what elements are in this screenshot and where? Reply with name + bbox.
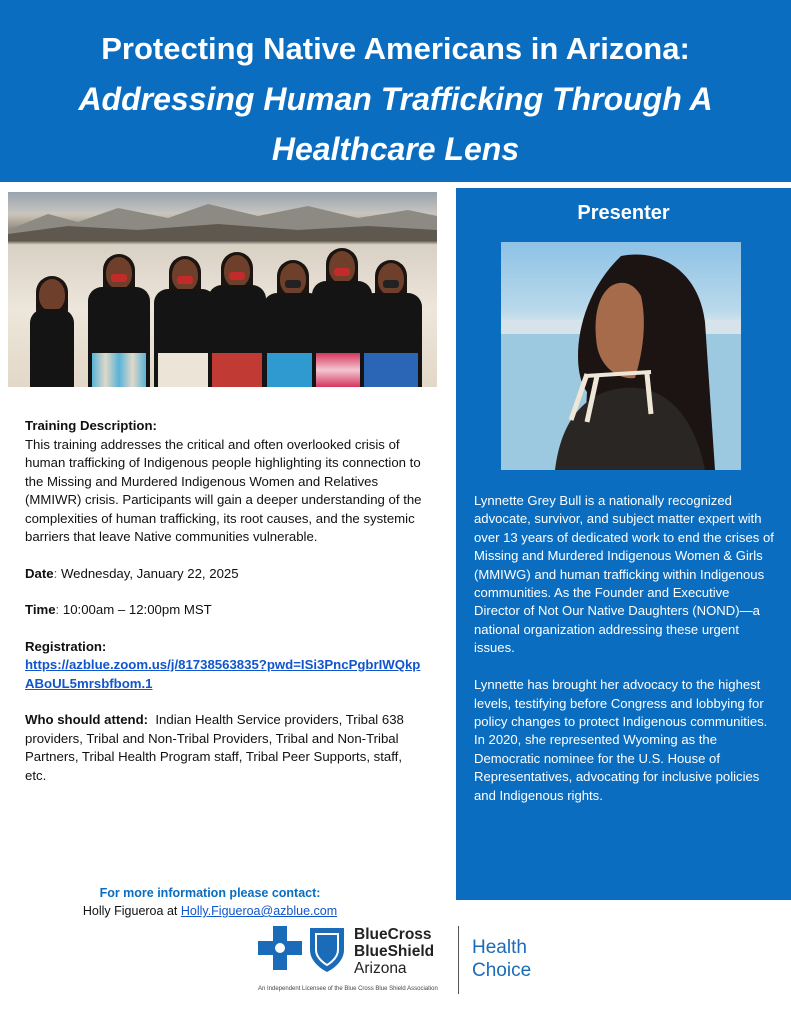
event-details xyxy=(25,417,425,803)
contact-email-link[interactable]: Holly.Figueroa@azblue.com xyxy=(180,904,338,918)
presenter-panel xyxy=(456,188,791,900)
date-label: Date xyxy=(25,565,54,581)
registration-link[interactable]: https://azblue.zoom.us/j/81738563835?pwd=ISi3PncPgbrIWQkpABoUL5mrsbfbom.1 xyxy=(25,657,421,691)
time-label: Time xyxy=(25,602,56,617)
person-figure xyxy=(30,279,74,387)
contact-info xyxy=(0,884,420,920)
training-heading: Training Description: xyxy=(25,418,157,433)
person-figure xyxy=(360,263,422,387)
health-choice-logo: Health Choice xyxy=(472,937,532,981)
person-figure xyxy=(208,255,266,387)
group-photo xyxy=(8,192,437,387)
blue-cross-shield-icon xyxy=(258,924,348,976)
date-line: Date: Wednesday, January 22, 2025 xyxy=(25,565,239,581)
attend-label: Who should attend: xyxy=(25,712,149,727)
presenter-photo xyxy=(501,242,741,470)
presenter-portrait-graphic xyxy=(501,242,741,470)
presenter-heading: Presenter xyxy=(577,202,670,224)
licensee-text: An Independent Licensee of the Blue Cross Blue Shield Association xyxy=(258,986,438,992)
bio-paragraph-2: Lynnette has brought her advocacy to the highest levels, testifying before Congress and lobbying for policy changes to protect Indigenous communities. In 2020, she represented Wyoming as the Democratic nominee for the U.S. House of Representatives, advocating for inclusive policies and Indigenous rights. xyxy=(474,677,768,803)
contact-name: Holly Figueroa at xyxy=(82,904,181,918)
title-banner xyxy=(0,0,791,182)
time-value: 10:00am – 12:00pm MST xyxy=(62,602,212,617)
bcbs-logo xyxy=(258,924,558,1014)
training-description: This training addresses the critical and often overlooked crisis of human trafficking of Indigenous people highlighting its connection to the Missing and Murdered Indigenous Women and Relatives (MMIWR) crisis. Participants will gain a deeper understanding of the complexities of human trafficking, its root causes, and the systemic barriers that leave Native communities vulnerable. xyxy=(25,436,422,544)
time-line: Time: 10:00am – 12:00pm MST xyxy=(25,602,212,617)
title-line-1: Protecting Native Americans in Arizona: xyxy=(101,31,690,66)
attend-line xyxy=(25,711,425,785)
bcbs-wordmark: BlueCross BlueShield Arizona xyxy=(354,926,435,977)
registration-label: Registration: xyxy=(25,638,107,654)
attend-value: Indian Health Service providers, Tribal 638 providers, Tribal and Non-Tribal Providers, Tribal and Non-Tribal Partners, Tribal Health Program staff, Tribal Peer Supports, staff, etc. xyxy=(25,712,404,783)
title-line-2: Addressing Human Trafficking Through A Healthcare Lens xyxy=(78,81,713,167)
logo-divider xyxy=(458,926,459,994)
presenter-bio xyxy=(474,492,776,824)
contact-heading: For more information please contact: xyxy=(99,886,321,900)
contact-line xyxy=(0,902,420,920)
person-figure xyxy=(88,257,150,387)
mountains-graphic xyxy=(8,200,437,240)
bio-paragraph-1: Lynnette Grey Bull is a nationally recognized advocate, survivor, and subject matter expert with over 13 years of dedicated work to end the crises of Missing and Murdered Indigenous Women & Girls (MMIWG) and human trafficking within Indigenous communities. As the Founder and Executive Director of Not Our Native Daughters (NOND)—a national organization addressing these urgent issues. xyxy=(474,493,774,656)
date-value: Wednesday, January 22, 2025 xyxy=(60,565,239,581)
person-figure xyxy=(154,259,216,387)
